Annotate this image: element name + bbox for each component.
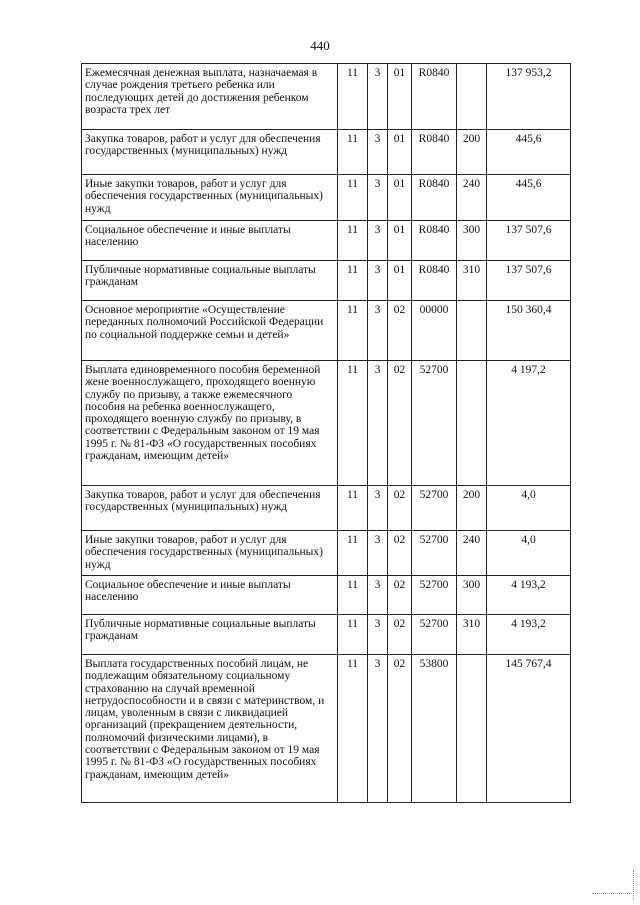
subprogram-code-cell: 3 [368, 576, 388, 615]
program-code-cell: 11 [338, 301, 368, 361]
activity-code-cell: 02 [388, 576, 412, 615]
row-name-cell: Социальное обеспечение и иные выплаты населению [82, 221, 338, 261]
subprogram-code-cell: 3 [368, 301, 388, 361]
program-code-cell: 11 [338, 175, 368, 221]
direction-code-cell: 53800 [412, 655, 457, 803]
table-row [82, 301, 571, 361]
program-code-cell: 11 [338, 64, 368, 130]
amount-cell: 4,0 [487, 531, 571, 576]
row-name-cell: Выплата государственных пособий лицам, не подлежащим обязательному социальному страхованию на случай временной нетрудоспособности и в связи с материнством, и лицам, уволенным в связи с ликвидацией организаций (прекращением деятельности, полномочий физическими лицами), в соответствии с Федеральным законом от 19 мая 1995 г. № 81-ФЗ «О государственных пособиях гражданам, имеющим детей» [82, 655, 338, 803]
row-name-cell: Социальное обеспечение и иные выплаты населению [82, 576, 338, 615]
program-code-cell: 11 [338, 261, 368, 301]
amount-cell: 4 193,2 [487, 615, 571, 655]
table-row [82, 361, 571, 486]
direction-code-cell: R0840 [412, 175, 457, 221]
activity-code-cell: 01 [388, 221, 412, 261]
budget-table [81, 63, 571, 803]
subprogram-code-cell: 3 [368, 64, 388, 130]
table-row [82, 261, 571, 301]
subprogram-code-cell: 3 [368, 175, 388, 221]
amount-cell: 150 360,4 [487, 301, 571, 361]
page-number: 440 [310, 38, 330, 53]
table-row [82, 615, 571, 655]
row-name-cell: Основное мероприятие «Осуществление переданных полномочий Российской Федерации по социальной поддержке семьи и детей» [82, 301, 338, 361]
expense-type-cell [457, 301, 487, 361]
expense-type-cell: 240 [457, 175, 487, 221]
direction-code-cell: 52700 [412, 615, 457, 655]
activity-code-cell: 01 [388, 130, 412, 175]
amount-cell: 4,0 [487, 486, 571, 531]
program-code-cell: 11 [338, 531, 368, 576]
activity-code-cell: 01 [388, 64, 412, 130]
expense-type-cell [457, 64, 487, 130]
row-name-cell: Закупка товаров, работ и услуг для обеспечения государственных (муниципальных) нужд [82, 486, 338, 531]
row-name-cell: Публичные нормативные социальные выплаты гражданам [82, 615, 338, 655]
amount-cell: 137 953,2 [487, 64, 571, 130]
subprogram-code-cell: 3 [368, 486, 388, 531]
amount-cell: 137 507,6 [487, 261, 571, 301]
amount-cell: 445,6 [487, 130, 571, 175]
table-row [82, 576, 571, 615]
row-name-cell: Иные закупки товаров, работ и услуг для обеспечения государственных (муниципальных) нужд [82, 531, 338, 576]
expense-type-cell: 300 [457, 221, 487, 261]
activity-code-cell: 02 [388, 531, 412, 576]
direction-code-cell: 52700 [412, 486, 457, 531]
table-row [82, 130, 571, 175]
table-row [82, 486, 571, 531]
activity-code-cell: 02 [388, 655, 412, 803]
activity-code-cell: 02 [388, 301, 412, 361]
table-body [82, 64, 571, 803]
direction-code-cell: 52700 [412, 576, 457, 615]
scan-artifact [633, 870, 635, 900]
program-code-cell: 11 [338, 130, 368, 175]
row-name-cell: Иные закупки товаров, работ и услуг для обеспечения государственных (муниципальных) нужд [82, 175, 338, 221]
direction-code-cell: R0840 [412, 130, 457, 175]
subprogram-code-cell: 3 [368, 261, 388, 301]
activity-code-cell: 01 [388, 175, 412, 221]
row-name-cell: Выплата единовременного пособия беременной жене военнослужащего, проходящего военную службу по призыву, а также ежемесячного пособия на ребенка военнослужащего, проходящего военную службу по призыву, в соответствии с Федеральным законом от 19 мая 1995 г. № 81-ФЗ «О государственных пособиях гражданам, имеющим детей» [82, 361, 338, 486]
direction-code-cell: 00000 [412, 301, 457, 361]
expense-type-cell: 300 [457, 576, 487, 615]
subprogram-code-cell: 3 [368, 615, 388, 655]
program-code-cell: 11 [338, 615, 368, 655]
activity-code-cell: 02 [388, 615, 412, 655]
activity-code-cell: 02 [388, 361, 412, 486]
row-name-cell: Ежемесячная денежная выплата, назначаемая в случае рождения третьего ребенка или последующих детей до достижения ребенком возраста трех лет [82, 64, 338, 130]
expense-type-cell: 240 [457, 531, 487, 576]
scan-artifact [592, 893, 632, 895]
direction-code-cell: R0840 [412, 261, 457, 301]
amount-cell: 145 767,4 [487, 655, 571, 803]
subprogram-code-cell: 3 [368, 655, 388, 803]
subprogram-code-cell: 3 [368, 130, 388, 175]
activity-code-cell: 02 [388, 486, 412, 531]
expense-type-cell: 310 [457, 615, 487, 655]
program-code-cell: 11 [338, 655, 368, 803]
program-code-cell: 11 [338, 221, 368, 261]
row-name-cell: Публичные нормативные социальные выплаты гражданам [82, 261, 338, 301]
amount-cell: 137 507,6 [487, 221, 571, 261]
program-code-cell: 11 [338, 576, 368, 615]
amount-cell: 445,6 [487, 175, 571, 221]
direction-code-cell: 52700 [412, 361, 457, 486]
program-code-cell: 11 [338, 361, 368, 486]
table-row [82, 64, 571, 130]
table-row [82, 531, 571, 576]
table-row [82, 221, 571, 261]
subprogram-code-cell: 3 [368, 361, 388, 486]
expense-type-cell: 200 [457, 130, 487, 175]
direction-code-cell: R0840 [412, 64, 457, 130]
direction-code-cell: 52700 [412, 531, 457, 576]
direction-code-cell: R0840 [412, 221, 457, 261]
table-row [82, 175, 571, 221]
amount-cell: 4 197,2 [487, 361, 571, 486]
expense-type-cell [457, 361, 487, 486]
subprogram-code-cell: 3 [368, 221, 388, 261]
row-name-cell: Закупка товаров, работ и услуг для обеспечения государственных (муниципальных) нужд [82, 130, 338, 175]
table-row [82, 655, 571, 803]
activity-code-cell: 01 [388, 261, 412, 301]
amount-cell: 4 193,2 [487, 576, 571, 615]
program-code-cell: 11 [338, 486, 368, 531]
expense-type-cell: 310 [457, 261, 487, 301]
expense-type-cell [457, 655, 487, 803]
subprogram-code-cell: 3 [368, 531, 388, 576]
expense-type-cell: 200 [457, 486, 487, 531]
